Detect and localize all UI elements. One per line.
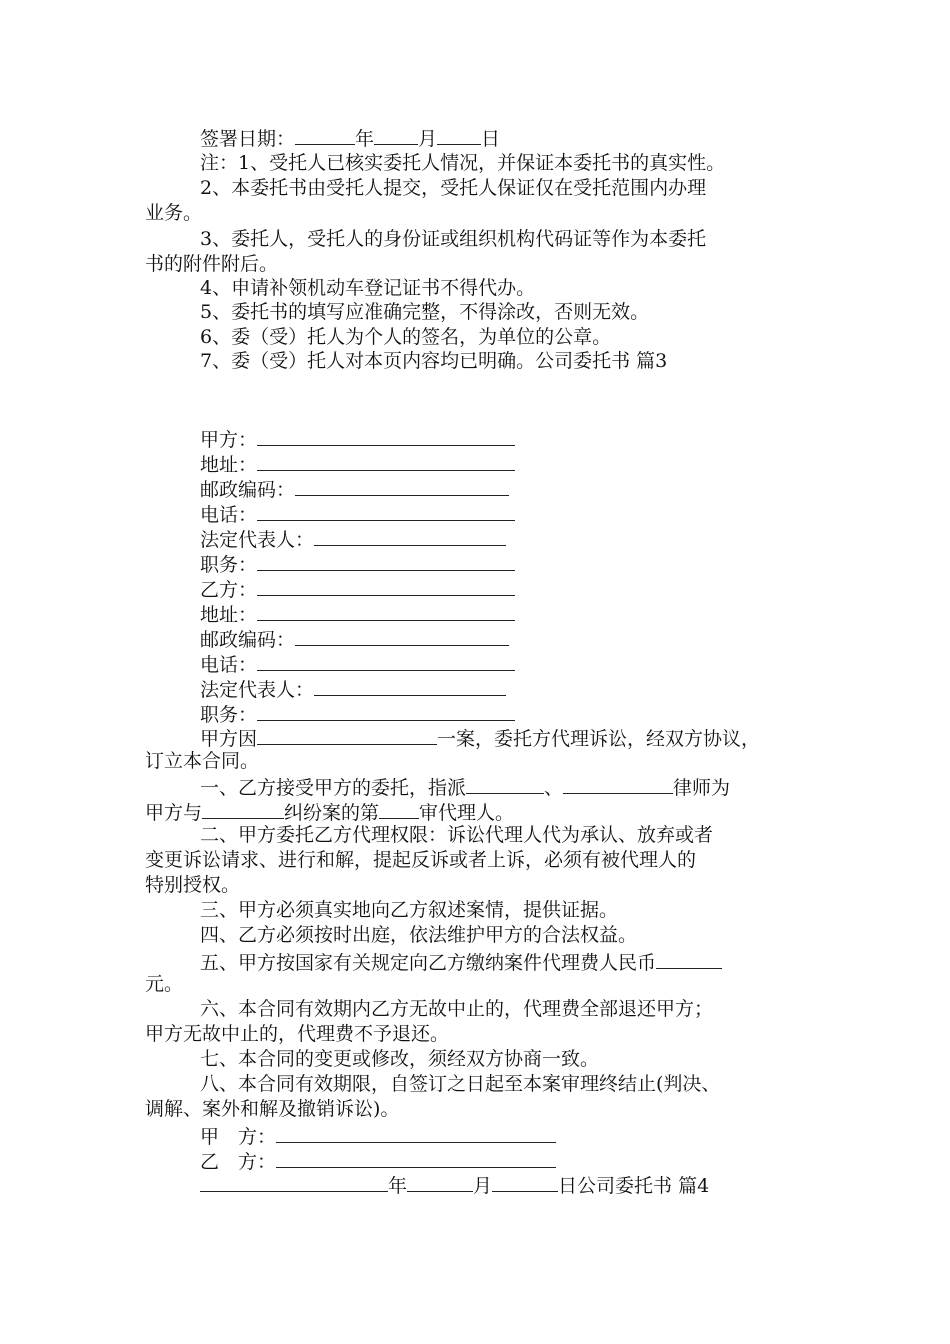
case-name-blank: [257, 724, 437, 745]
intro-line-1: [200, 724, 760, 752]
clause-5-text: 五、甲方按国家有关规定向乙方缴纳案件代理费人民币: [200, 952, 657, 974]
clause-2-line-2: 变更诉讼请求、进行和解，提起反诉或者上诉，必须有被代理人的: [145, 849, 697, 871]
signature-party-a-blank: [276, 1122, 556, 1143]
party-a-postcode-field: [200, 475, 509, 503]
party-b-name-label: 乙方：: [200, 579, 258, 601]
signature-party-a: [200, 1122, 556, 1150]
signature-day-title: 日公司委托书 篇4: [558, 1175, 710, 1197]
intro-text-2: 一案，委托方代理诉讼，经双方协议，: [437, 728, 761, 750]
party-b-postcode-blank: [295, 625, 509, 646]
note-2-line-2: 业务。: [145, 202, 203, 224]
clause-2-line-3: 特别授权。: [145, 874, 241, 896]
signature-party-a-label: 甲 方：: [200, 1126, 277, 1148]
party-a-address-field: [200, 450, 515, 478]
party-b-address-field: [200, 600, 515, 628]
signature-date-line: [200, 1171, 709, 1199]
clause-1-line-2: [145, 798, 514, 826]
month-label: 月: [418, 128, 438, 150]
party-b-address-blank: [257, 600, 515, 621]
fee-amount-blank: [656, 948, 722, 969]
clause-1-text-1: 一、乙方接受甲方的委托，指派: [200, 777, 467, 799]
clause-3: 三、甲方必须真实地向乙方叙述案情，提供证据。: [200, 899, 619, 921]
intro-text-1: 甲方因: [200, 728, 258, 750]
party-b-address-label: 地址：: [200, 604, 258, 626]
clause-6-line-2: 甲方无故中止的，代理费不予退还。: [145, 1023, 450, 1045]
party-a-name-blank: [257, 425, 515, 446]
party-a-position-field: [200, 550, 515, 578]
day-label: 日: [481, 128, 501, 150]
clause-5-line-2: 元。: [145, 973, 184, 995]
party-a-name-field: [200, 425, 515, 453]
party-b-position-blank: [257, 700, 515, 721]
signature-month-label: 月: [473, 1175, 493, 1197]
party-b-legal-rep-label: 法定代表人：: [200, 679, 315, 701]
signing-date-label: 签署日期：: [200, 128, 296, 150]
clause-8-line-2: 调解、案外和解及撤销诉讼)。: [145, 1098, 400, 1120]
party-b-name-blank: [257, 575, 515, 596]
signature-day-blank: [492, 1171, 558, 1192]
party-b-phone-field: [200, 650, 515, 678]
party-a-postcode-blank: [295, 475, 509, 496]
clause-5-line-1: [200, 948, 722, 976]
intro-line-2: 订立本合同。: [145, 750, 260, 772]
party-b-legal-rep-field: [200, 675, 506, 703]
trial-level-blank: [379, 798, 419, 819]
party-b-phone-blank: [257, 650, 515, 671]
party-a-legal-rep-field: [200, 525, 506, 553]
note-4: 4、申请补领机动车登记证书不得代办。: [200, 277, 536, 299]
party-a-legal-rep-blank: [314, 525, 506, 546]
party-b-name-field: [200, 575, 515, 603]
clause-7: 七、本合同的变更或修改，须经双方协商一致。: [200, 1048, 600, 1070]
clause-1-text-4: 纠纷案的第: [284, 802, 380, 824]
lawyer-2-blank: [563, 773, 673, 794]
signing-date-line: [200, 124, 500, 152]
clause-2-line-1: 二、甲方委托乙方代理权限：诉讼代理人代为承认、放弃或者: [200, 824, 714, 846]
clause-1-text-2: 律师为: [673, 777, 731, 799]
signature-party-b-label: 乙 方：: [200, 1151, 277, 1173]
clause-1-text-5: 审代理人。: [419, 802, 515, 824]
party-b-legal-rep-blank: [314, 675, 506, 696]
signature-year-blank: [200, 1171, 388, 1192]
party-b-postcode-field: [200, 625, 509, 653]
note-7: 7、委（受）托人对本页内容均已明确。公司委托书 篇3: [200, 350, 668, 372]
clause-4: 四、乙方必须按时出庭，依法维护甲方的合法权益。: [200, 924, 638, 946]
year-label: 年: [355, 128, 375, 150]
note-5: 5、委托书的填写应准确完整，不得涂改，否则无效。: [200, 301, 650, 323]
dispute-party-blank: [202, 798, 284, 819]
note-3-line-2: 书的附件附后。: [145, 253, 279, 275]
lawyer-1-blank: [466, 773, 544, 794]
clause-1-line-1: [200, 773, 730, 801]
party-a-position-label: 职务：: [200, 554, 258, 576]
party-a-position-blank: [257, 550, 515, 571]
clause-1-separator: 、: [544, 777, 564, 799]
party-b-phone-label: 电话：: [200, 654, 258, 676]
signature-party-b-blank: [276, 1147, 556, 1168]
party-a-phone-field: [200, 500, 515, 528]
clause-1-text-3: 甲方与: [145, 802, 203, 824]
party-a-phone-blank: [257, 500, 515, 521]
note-1: 注：1、受托人已核实委托人情况，并保证本委托书的真实性。: [200, 152, 726, 174]
party-a-legal-rep-label: 法定代表人：: [200, 529, 315, 551]
party-b-position-label: 职务：: [200, 704, 258, 726]
party-a-phone-label: 电话：: [200, 504, 258, 526]
year-blank: [295, 124, 355, 145]
note-2-line-1: 2、本委托书由受托人提交，受托人保证仅在受托范围内办理: [200, 177, 707, 199]
clause-6-line-1: 六、本合同有效期内乙方无故中止的，代理费全部退还甲方；: [200, 998, 714, 1020]
party-b-postcode-label: 邮政编码：: [200, 629, 296, 651]
month-blank: [374, 124, 418, 145]
clause-8-line-1: 八、本合同有效期限，自签订之日起至本案审理终结止(判决、: [200, 1073, 721, 1095]
signature-month-blank: [407, 1171, 473, 1192]
party-a-postcode-label: 邮政编码：: [200, 479, 296, 501]
note-6: 6、委（受）托人为个人的签名，为单位的公章。: [200, 326, 612, 348]
day-blank: [437, 124, 481, 145]
signature-year-label: 年: [388, 1175, 408, 1197]
party-a-address-blank: [257, 450, 515, 471]
note-3-line-1: 3、委托人，受托人的身份证或组织机构代码证等作为本委托: [200, 228, 707, 250]
party-a-address-label: 地址：: [200, 454, 258, 476]
party-a-name-label: 甲方：: [200, 429, 258, 451]
